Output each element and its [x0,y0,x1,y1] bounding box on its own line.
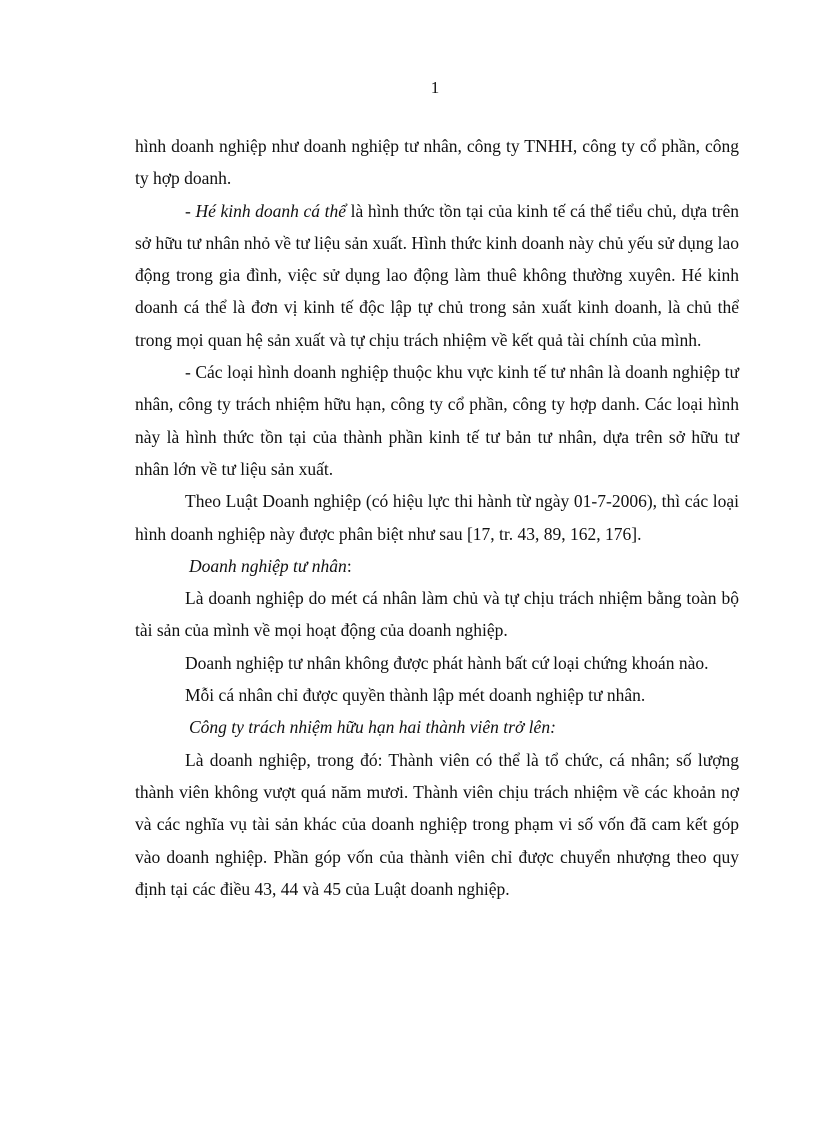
paragraph-securities-restriction: Doanh nghiệp tư nhân không được phát hành bất cứ loại chứng khoán nào. [185,652,709,673]
paragraph-private-sector-types: - Các loại hình doanh nghiệp thuộc khu vực kinh tế tư nhân là doanh nghiệp tư nhân, công ty trách nhiệm hữu hạn, công ty cổ phần, công ty hợp danh. Các loại hình này là hình thức tồn tại của thành phần kinh tế tư bản tư nhân, dựa trên sở hữu tư nhân lớn về tư liệu sản xuất. [135,362,739,479]
paragraph-private-enterprise-definition: Là doanh nghiệp do mét cá nhân làm chủ và tự chịu trách nhiệm bằng toàn bộ tài sản của mình về mọi hoạt động của doanh nghiệp. [135,588,739,641]
heading-private-enterprise [135,550,739,582]
paragraph-household-business [135,195,739,356]
paragraph-continuation: hình doanh nghiệp như doanh nghiệp tư nhân, công ty TNHH, công ty cổ phần, công ty hợp doanh. [135,136,739,189]
document-body [135,130,739,905]
heading-private-enterprise-text: Doanh nghiệp tư nhân [189,555,347,576]
heading-llc-two-members: Công ty trách nhiệm hữu hạn hai thành viên trở lên: [189,717,556,738]
heading-colon: : [346,555,352,576]
bullet-dash: - [185,200,196,221]
paragraph-enterprise-law: Theo Luật Doanh nghiệp (có hiệu lực thi hành từ ngày 01-7-2006), thì các loại hình doanh nghiệp này được phân biệt như sau [17, tr. 43, 89, 162, 176]. [135,491,739,544]
term-household-business: Hé kinh doanh cá thể [195,200,347,221]
page-number: 1 [430,78,440,97]
paragraph-single-enterprise-rule: Mỗi cá nhân chỉ được quyền thành lập mét doanh nghiệp tư nhân. [185,685,646,706]
paragraph-household-business-text: là hình thức tồn tại của kinh tế cá thể tiểu chủ, dựa trên sở hữu tư nhân nhỏ về tư liệu sản xuất. Hình thức kinh doanh này chủ yếu sử dụng lao động trong gia đình, việc sử dụng lao động làm thuê không thường xuyên. Hé kinh doanh cá thể là đơn vị kinh tế độc lập tự chủ trong sản xuất kinh doanh, là chủ thể trong mọi quan hệ sản xuất và tự chịu trách nhiệm về kết quả tài chính của mình. [135,200,740,350]
paragraph-llc-definition: Là doanh nghiệp, trong đó: Thành viên có thể là tổ chức, cá nhân; số lượng thành viên không vượt quá năm mươi. Thành viên chịu trách nhiệm về các khoản nợ và các nghĩa vụ tài sản khác của doanh nghiệp trong phạm vi số vốn đã cam kết góp vào doanh nghiệp. Phần góp vốn của thành viên chỉ được chuyển nhượng theo quy định tại các điều 43, 44 và 45 của Luật doanh nghiệp. [135,749,739,899]
